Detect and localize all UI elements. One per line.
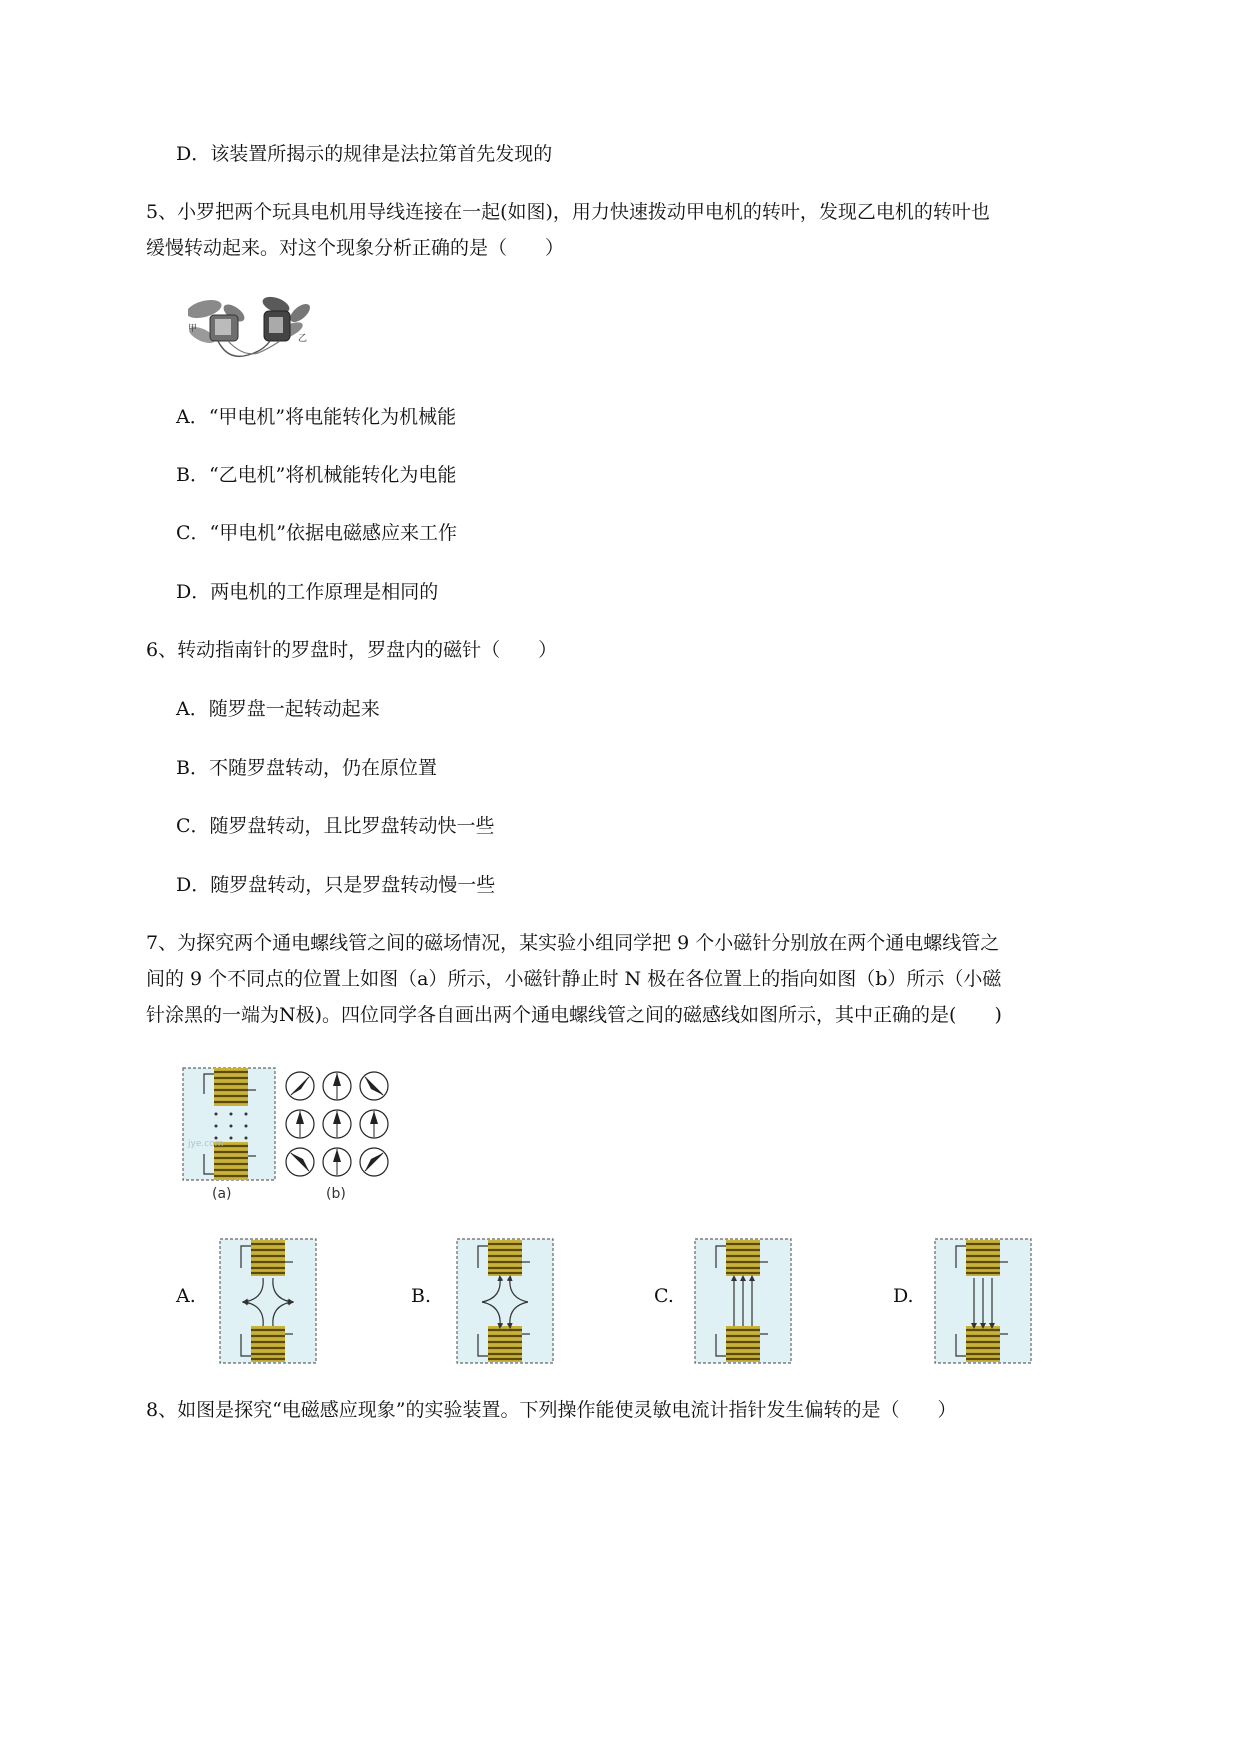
q6-option-c: C．随罗盘转动，且比罗盘转动快一些	[176, 815, 495, 837]
q5-option-c: C．“甲电机”依据电磁感应来工作	[176, 522, 457, 544]
q7-choice-c-label: C.	[654, 1285, 674, 1307]
q6-stem: 6、转动指南针的罗盘时，罗盘内的磁针（ ）	[146, 639, 558, 661]
q7-stem-line1: 7、为探究两个通电螺线管之间的磁场情况，某实验小组同学把 9 个小磁针分别放在两个通电螺线管之	[146, 932, 1000, 954]
q6-option-a: A．随罗盘一起转动起来	[176, 698, 380, 720]
q6-option-b: B．不随罗盘转动，仍在原位置	[176, 757, 437, 779]
q5-option-a: A．“甲电机”将电能转化为机械能	[176, 406, 457, 428]
q6-option-d: D．随罗盘转动，只是罗盘转动慢一些	[176, 874, 496, 896]
q5-fig-label-left: 甲	[188, 324, 198, 334]
q7-choice-b-label: B.	[411, 1285, 432, 1307]
q4-option-d: D．该装置所揭示的规律是法拉第首先发现的	[176, 143, 553, 165]
q5-stem-line2: 缓慢转动起来。对这个现象分析正确的是（ ）	[146, 237, 565, 259]
q7-choice-d-label: D.	[893, 1285, 914, 1307]
q7-stem-line2: 间的 9 个不同点的位置上如图（a）所示，小磁针静止时 N 极在各位置上的指向如图（b）所示（小磁	[146, 968, 1002, 990]
q7-choice-c-figure	[694, 1238, 794, 1366]
q7-fig-a-label: (a)	[212, 1186, 232, 1202]
q7-figure-ab	[180, 1064, 430, 1206]
q7-choice-a-label: A.	[176, 1285, 196, 1307]
q5-motors-figure	[188, 295, 338, 361]
q7-choice-a-figure	[219, 1238, 319, 1366]
q7-choice-d-figure	[934, 1238, 1034, 1366]
q5-option-d: D．两电机的工作原理是相同的	[176, 581, 439, 603]
q7-watermark: jye.com	[188, 1139, 224, 1149]
q7-stem-line3: 针涂黑的一端为N极)。四位同学各自画出两个通电螺线管之间的磁感线如图所示，其中正确的是( )	[146, 1004, 1002, 1026]
q7-fig-b-label: (b)	[326, 1186, 346, 1202]
q5-stem-line1: 5、小罗把两个玩具电机用导线连接在一起(如图)，用力快速拨动甲电机的转叶，发现乙电机的转叶也	[146, 201, 990, 223]
q5-fig-label-right: 乙	[298, 334, 308, 344]
q8-stem: 8、如图是探究“电磁感应现象”的实验装置。下列操作能使灵敏电流计指针发生偏转的是（ ）	[146, 1399, 957, 1421]
q5-option-b: B．“乙电机”将机械能转化为电能	[176, 464, 457, 486]
q7-choice-b-figure	[456, 1238, 556, 1366]
